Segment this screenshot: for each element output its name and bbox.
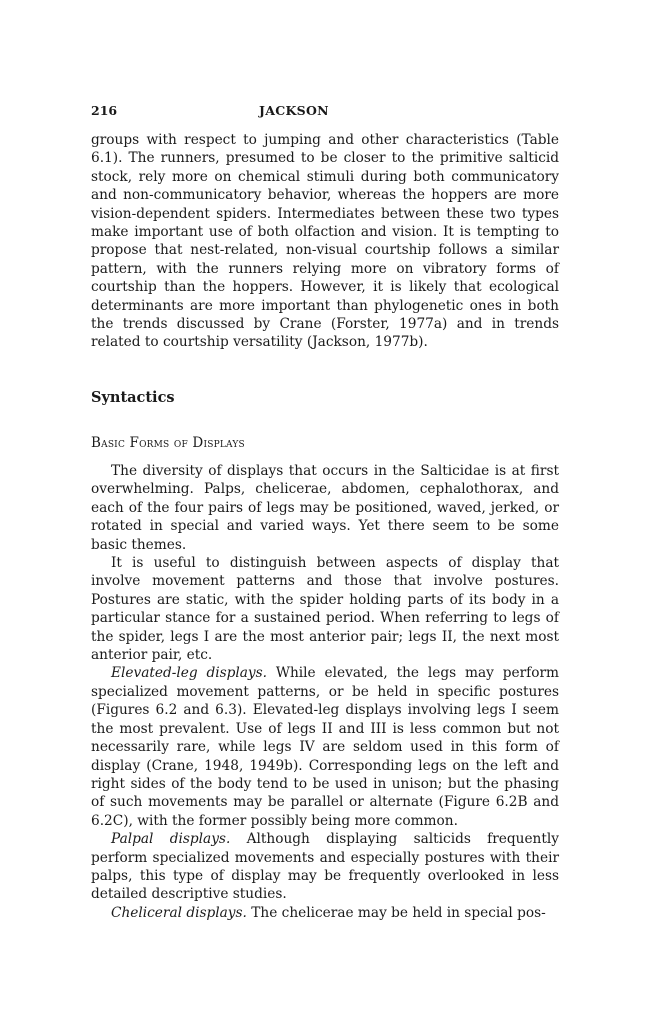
paragraph-movement-postures: It is useful to distinguish between aspects of display that involve movement patterns and those that involve postures. Postures are static, with the spider holding parts of its body in a particular stance for a sustained period. When referring to legs of the spider, legs I are the most anterior pair; legs II, the next most anterior pair, etc. bbox=[91, 555, 559, 664]
paragraph-text: While elevated, the legs may perform specialized movement patterns, or be held in specific postures (Figures 6.2 and 6.3). Elevated-leg displays involving legs I seem the most prevalent. Use of legs II and III is less common but not necessarily rare, while legs IV are seldom used in this form of display (Crane, 1948, 1949b). Corresponding legs on the left and right sides of the body tend to be used in unison; but the phasing of such movements may be parallel or alternate (Figure 6.2B and 6.2C), with the former possibly being more common. bbox=[91, 665, 559, 829]
body-paragraph-1 bbox=[91, 131, 559, 352]
section-heading: Syntactics bbox=[91, 389, 175, 406]
run-in-title: Palpal displays. bbox=[111, 831, 231, 848]
run-in-title: Elevated-leg displays. bbox=[111, 665, 268, 682]
paragraph-cheliceral bbox=[91, 904, 559, 922]
body-section bbox=[91, 462, 559, 922]
paragraph-text: groups with respect to jumping and other characteristics (Table 6.1). The runners, presumed to be closer to the primitive salticid stock, rely more on chemical stimuli during both communicatory and non-communicatory behavior, whereas the hoppers are more vision-dependent spiders. Intermediates between these two types make important use of both olfaction and vision. It is tempting to propose that nest-related, non-visual courtship follows a similar pattern, with the runners relying more on vibratory forms of courtship than the hoppers. However, it is likely that ecological determinants are more important than phylogenetic ones in both the trends discussed by Crane (Forster, 1977a) and in trends related to courtship versatility (Jackson, 1977b). bbox=[91, 132, 559, 351]
subsection-heading: Basic Forms of Displays bbox=[91, 435, 245, 451]
paragraph-elevated-leg bbox=[91, 664, 559, 830]
page-number: 216 bbox=[91, 103, 118, 118]
paragraph-text: The chelicerae may be held in special pos- bbox=[246, 904, 546, 921]
paragraph-palpal bbox=[91, 830, 559, 904]
paragraph-diversity: The diversity of displays that occurs in the Salticidae is at first overwhelming. Palps, chelicerae, abdomen, cephalothorax, and each of the four pairs of legs may be positioned, waved, jerked, or rotated in special and varied ways. Yet there seem to be some basic themes. bbox=[91, 463, 559, 553]
run-in-title: Cheliceral displays. bbox=[111, 904, 247, 921]
paragraph-text: Although displaying salticids frequently perform specialized movements and especially postures with their palps, this type of display may be frequently overlooked in less detailed descriptive studies. bbox=[91, 831, 559, 903]
running-head bbox=[91, 103, 559, 119]
running-head-author: JACKSON bbox=[259, 103, 329, 118]
